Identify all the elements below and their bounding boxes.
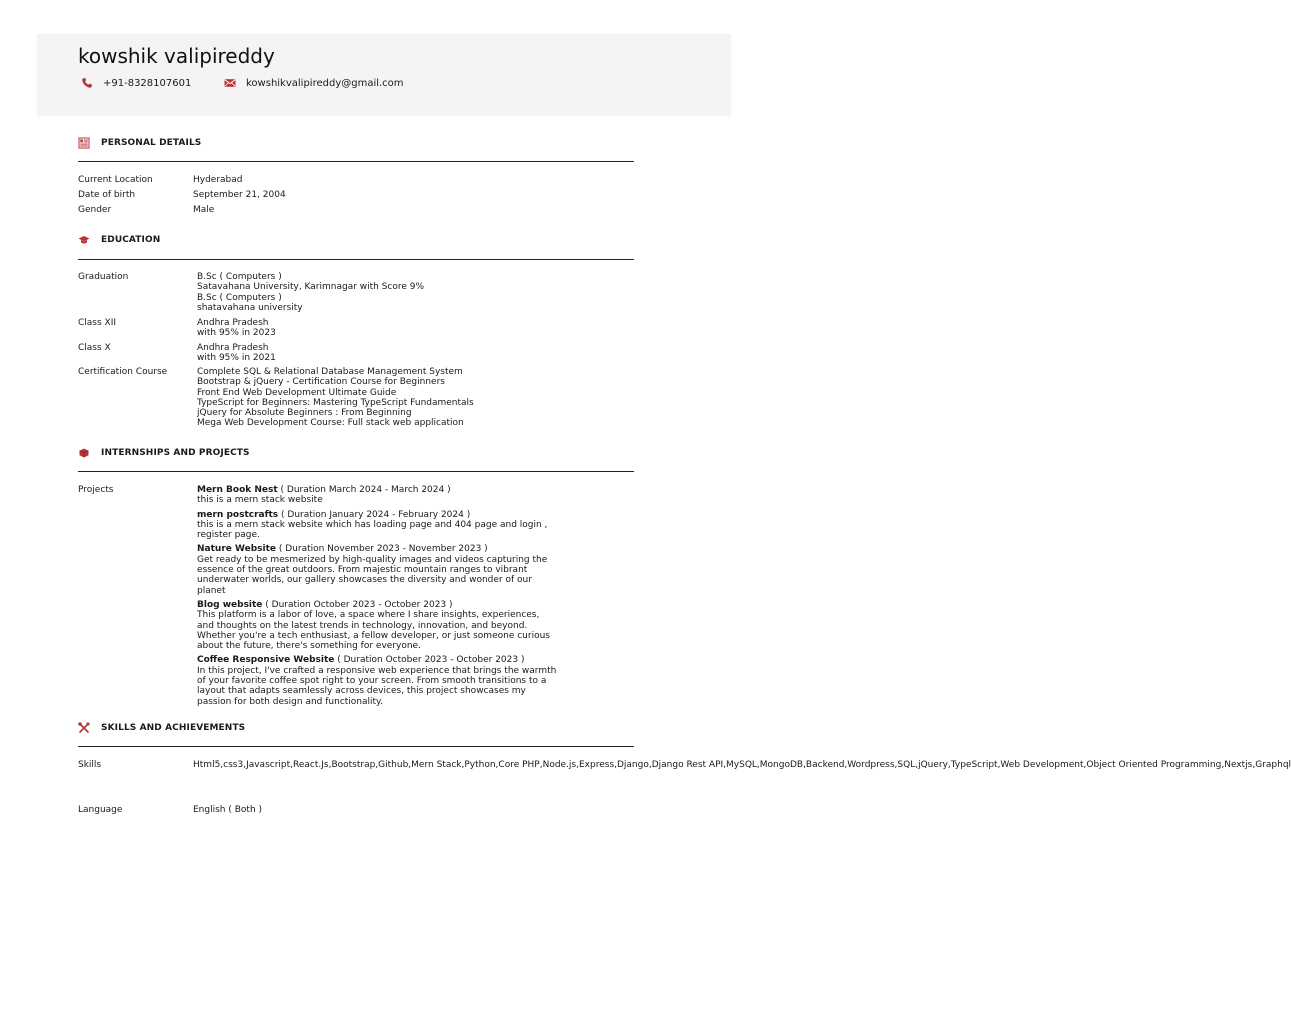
project-title: Coffee Responsive Website: [197, 655, 335, 666]
certification-line: Complete SQL & Relational Database Management System: [197, 367, 463, 377]
project-duration: ( Duration January 2024 - February 2024 ): [278, 509, 471, 520]
education-value: [197, 343, 276, 364]
projects-label: Projects: [78, 485, 114, 495]
education-label: Graduation: [78, 272, 129, 282]
section-heading-education: [78, 234, 634, 246]
certification-line: jQuery for Absolute Beginners : From Beginning: [197, 408, 412, 419]
detail-value: Male: [193, 205, 215, 215]
project-title: Nature Website: [197, 544, 276, 555]
project-item: [197, 485, 559, 506]
phone-number[interactable]: +91-8328107601: [103, 77, 192, 89]
certification-line: TypeScript for Beginners: Mastering TypeScript Fundamentals: [197, 397, 474, 408]
section-title: SKILLS AND ACHIEVEMENTS: [101, 723, 246, 733]
section-title: EDUCATION: [101, 235, 161, 245]
section-divider: [78, 259, 634, 260]
skills-value: Html5,css3,Javascript,React.Js,Bootstrap,Github,Mern Stack,Python,Core PHP,Node.js,Express,Django,Django Rest API,MySQL,MongoDB,Backend,Wordpress,SQL,jQuery,TypeScript,Web Development,Object Oriented Programming,Nextjs,Graphql: [193, 760, 1291, 770]
detail-value: September 21, 2004: [193, 190, 286, 200]
project-item: [197, 544, 559, 595]
section-heading-projects: [78, 447, 634, 459]
project-title: mern postcrafts: [197, 509, 279, 520]
project-description: Get ready to be mesmerized by high-quality images and videos capturing the essence of the great outdoors. From majestic mountain ranges to vibrant underwater worlds, our gallery showcases the diversity and wonder of our planet: [197, 554, 548, 596]
education-label: Class X: [78, 343, 111, 353]
education-line: Andhra Pradesh: [197, 318, 269, 328]
language-label: Language: [78, 805, 123, 815]
education-value: [197, 272, 424, 313]
section-divider: [78, 746, 634, 747]
education-line: with 95% in 2023: [197, 328, 276, 339]
project-description: this is a mern stack website: [197, 495, 323, 506]
detail-value: Hyderabad: [193, 175, 243, 185]
project-description: This platform is a labor of love, a space where I share insights, experiences, and thoughts on the latest trends in technology, innovation, and beyond. Whether you're a tech enthusiast, a fellow developer, or just someone curious about the future, there's something for everyone.: [197, 610, 550, 652]
cube-icon: [78, 447, 90, 459]
detail-label: Current Location: [78, 175, 153, 185]
certification-line: Bootstrap & jQuery - Certification Course for Beginners: [197, 377, 445, 388]
tools-icon: [78, 722, 90, 734]
email-address[interactable]: kowshikvalipireddy@gmail.com: [246, 77, 404, 89]
education-line: Satavahana University, Karimnagar with Score 9%: [197, 282, 425, 293]
project-title: Blog website: [197, 599, 263, 610]
email-contact: [224, 77, 404, 89]
skills-label: Skills: [78, 760, 102, 770]
project-duration: ( Duration March 2024 - March 2024 ): [277, 485, 451, 495]
project-item: [197, 510, 559, 541]
project-title: Mern Book Nest: [197, 485, 278, 495]
section-divider: [78, 161, 634, 162]
project-item: [197, 600, 559, 651]
education-line: with 95% in 2021: [197, 353, 276, 364]
resume-header: [37, 34, 731, 116]
detail-label: Gender: [78, 205, 112, 215]
id-card-icon: [78, 137, 90, 149]
education-line: B.Sc ( Computers ): [197, 272, 282, 282]
section-divider: [78, 471, 634, 472]
certification-line: Mega Web Development Course: Full stack web application: [197, 418, 464, 429]
graduation-cap-icon: [78, 234, 90, 246]
section-heading-skills: [78, 722, 634, 734]
project-description: In this project, I've crafted a responsive web experience that brings the warmth of your favorite coffee spot right to your screen. From smooth transitions to a layout that adapts seamlessly across devices, this project showcases my passion for both design and functionality.: [197, 665, 557, 707]
education-line: shatavahana university: [197, 302, 303, 313]
project-description: this is a mern stack website which has loading page and 404 page and login , register page.: [197, 519, 548, 541]
certification-line: Front End Web Development Ultimate Guide: [197, 387, 397, 398]
education-value: [197, 367, 474, 429]
candidate-name: kowshik valipireddy: [78, 44, 275, 68]
education-value: [197, 318, 276, 339]
education-line: B.Sc ( Computers ): [197, 292, 282, 303]
projects-list: [197, 485, 559, 711]
phone-contact: [81, 77, 191, 89]
language-value: English ( Both ): [193, 805, 263, 815]
project-duration: ( Duration October 2023 - October 2023 ): [334, 655, 525, 666]
project-duration: ( Duration November 2023 - November 2023 ): [276, 544, 488, 555]
education-label: Certification Course: [78, 367, 168, 377]
mail-icon: [224, 77, 236, 89]
section-title: INTERNSHIPS AND PROJECTS: [101, 448, 250, 458]
detail-label: Date of birth: [78, 190, 136, 200]
project-duration: ( Duration October 2023 - October 2023 ): [262, 599, 453, 610]
section-title: PERSONAL DETAILS: [101, 138, 202, 148]
phone-icon: [81, 77, 93, 89]
education-label: Class XII: [78, 318, 117, 328]
education-line: Andhra Pradesh: [197, 343, 269, 353]
project-item: [197, 655, 559, 706]
section-heading-personal: [78, 137, 634, 149]
